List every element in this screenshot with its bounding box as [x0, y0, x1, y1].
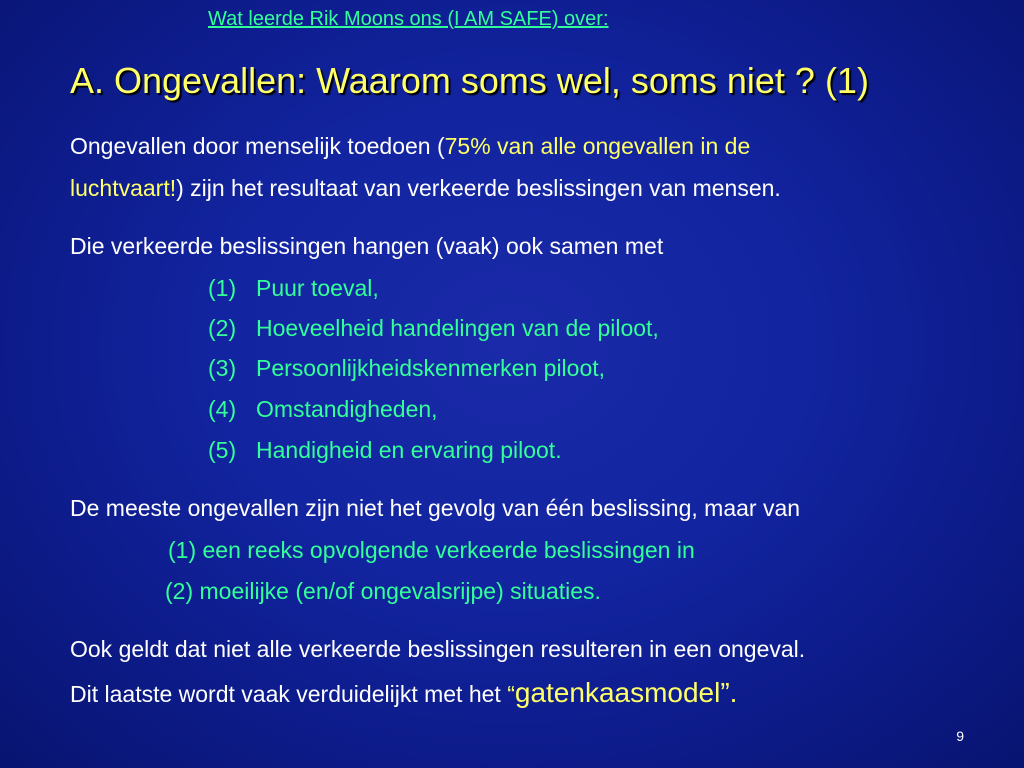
list-item-number: (5) [208, 437, 237, 463]
page-number: 9 [956, 728, 964, 744]
list-item-number: (4) [208, 396, 237, 422]
open-quote: “ [507, 681, 515, 707]
paragraph-4-line-2 [70, 677, 737, 709]
list-item [208, 355, 605, 382]
list-item: (1) een reeks opvolgende verkeerde beslissingen in [168, 537, 695, 563]
paragraph-4-line-1: Ook geldt dat niet alle verkeerde beslissingen resulteren in een ongeval. [70, 636, 806, 662]
subtitle-link[interactable]: Wat leerde Rik Moons ons (I AM SAFE) over: [208, 8, 609, 30]
list-item-text: Persoonlijkheidskenmerken piloot, [256, 355, 606, 381]
paragraph-2-intro: Die verkeerde beslissingen hangen (vaak) ook samen met [70, 233, 664, 259]
list-item [208, 396, 438, 423]
list-item-number: (2) [208, 315, 237, 341]
list-item-number: (3) [208, 355, 237, 381]
paragraph-3-intro: De meeste ongevallen zijn niet het gevolg van één beslissing, maar van [70, 495, 801, 521]
list-item [208, 437, 562, 464]
list-item-number: (1) [208, 275, 237, 301]
page-title: A. Ongevallen: Waarom soms wel, soms niet ? (1) [70, 60, 869, 101]
gatenkaasmodel-term: gatenkaasmodel”. [514, 677, 738, 708]
list-item-text: Omstandigheden, [256, 396, 438, 422]
list-item-text: Handigheid en ervaring piloot. [256, 437, 562, 463]
list-item: (2) moeilijke (en/of ongevalsrijpe) situaties. [165, 578, 601, 604]
list-item [208, 275, 379, 302]
paragraph-1-line-2 [70, 175, 781, 202]
paragraph-1-highlight-1: 75% van alle ongevallen in de [444, 133, 751, 159]
paragraph-1-text: Ongevallen door menselijk toedoen ( [70, 133, 445, 159]
list-item-text: Puur toeval, [256, 275, 379, 301]
paragraph-4-text: Dit laatste wordt vaak verduidelijkt met het [70, 681, 508, 707]
list-item-text: Hoeveelheid handelingen van de piloot, [256, 315, 659, 341]
paragraph-1-line-1 [70, 133, 750, 160]
paragraph-1-highlight-2: luchtvaart! [70, 175, 177, 201]
paragraph-1-text-2: ) zijn het resultaat van verkeerde beslissingen van mensen. [176, 175, 781, 201]
list-item [208, 315, 659, 342]
